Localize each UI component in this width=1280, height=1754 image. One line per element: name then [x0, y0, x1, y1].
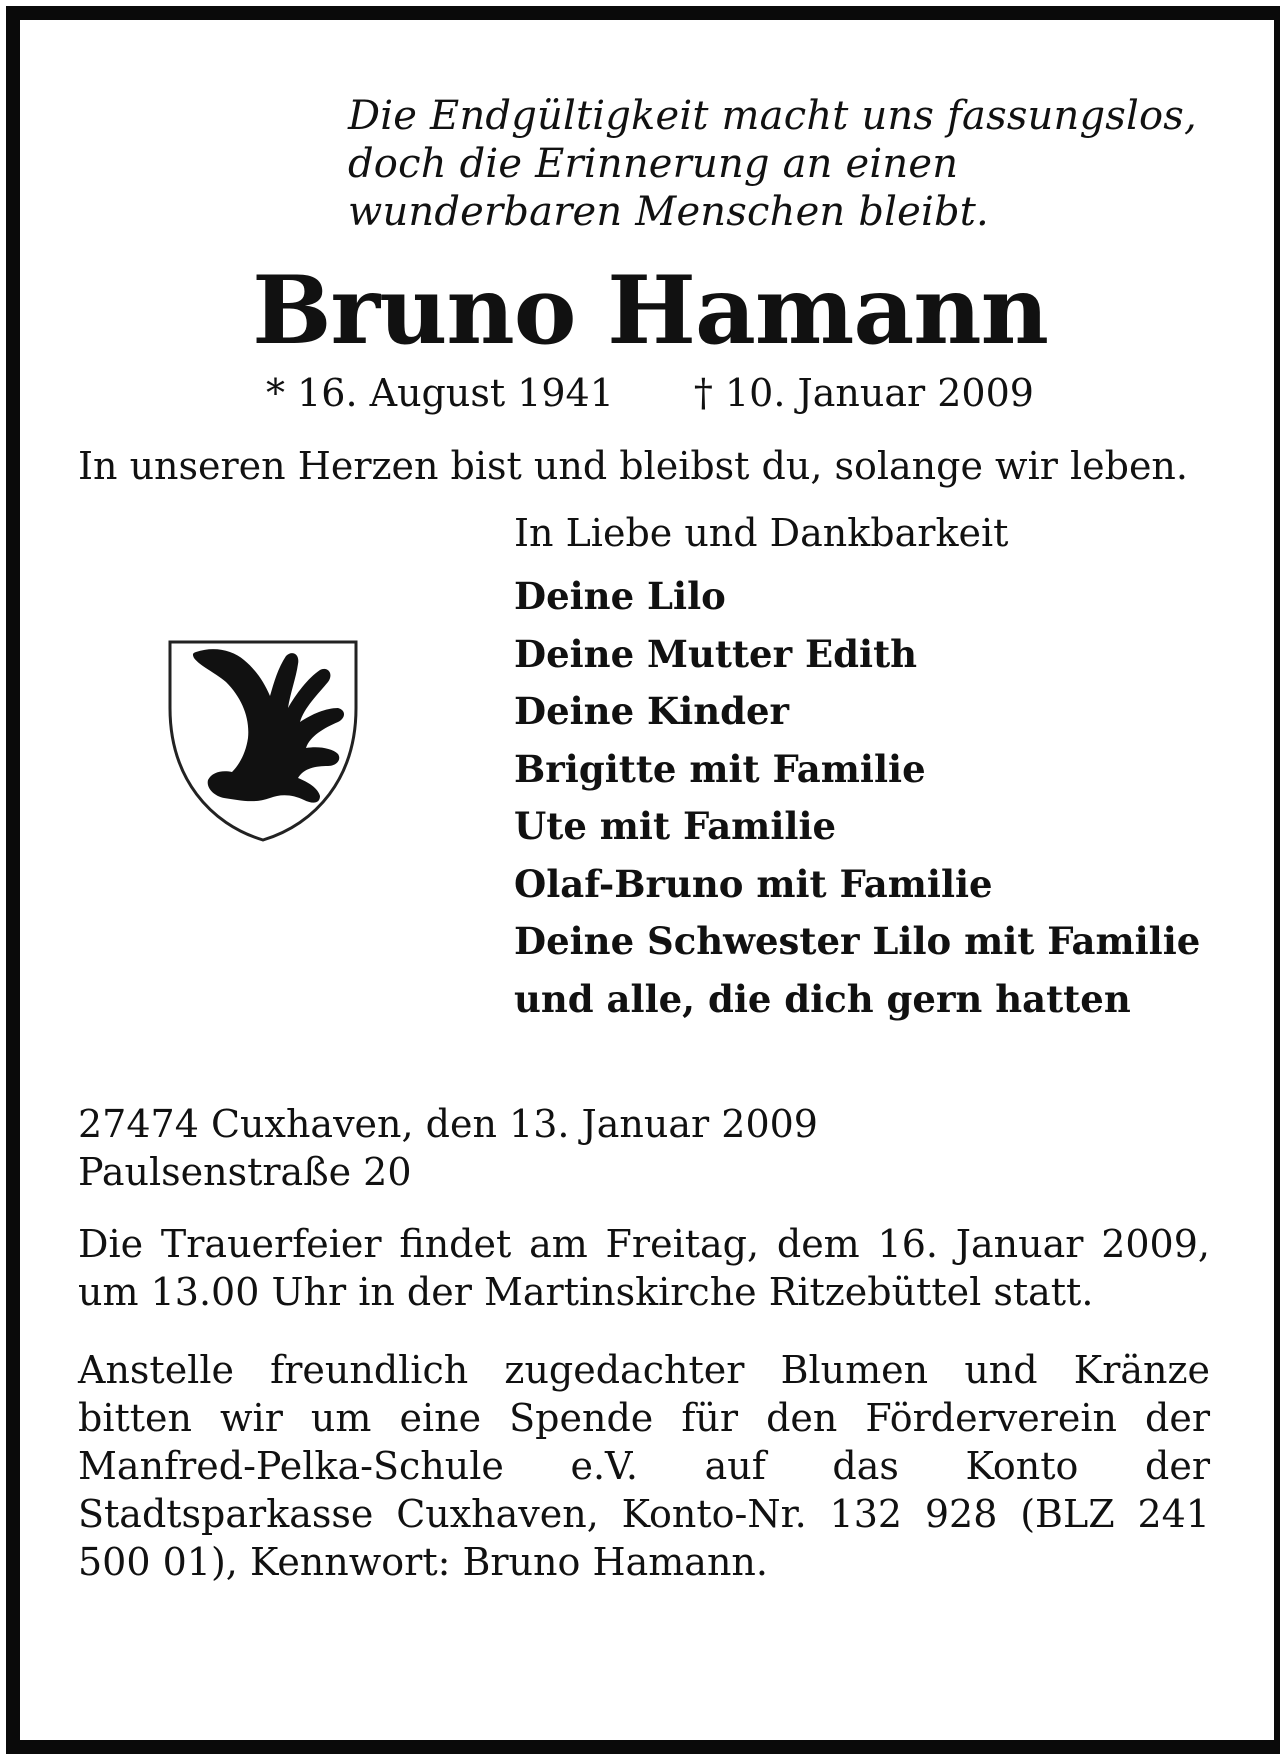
signature-name: Deine Kinder [514, 689, 790, 733]
signature-intro: In Liebe und Dankbarkeit [514, 511, 1009, 555]
birth-date: * 16. August 1941 [266, 371, 614, 415]
signature-name: und alle, die dich gern hatten [514, 976, 1131, 1021]
signature-name: Deine Schwester Lilo mit Familie [514, 919, 1201, 963]
signatures-section [78, 508, 1222, 1048]
place-date-line: 27474 Cuxhaven, den 13. Januar 2009 [78, 1102, 818, 1146]
donation-info: Anstelle freundlich zugedachter Blumen und Kränze bitten wir um eine Spende für den Förderverein der Manfred-Pelka-Schule e.V. auf das Konto der Stadtsparkasse Cuxhaven, Konto-Nr. 132 928 (BLZ 241 500 01), Kennwort: Bruno Hamann. [78, 1348, 1210, 1584]
signature-name: Deine Mutter Edith [514, 631, 918, 676]
signature-name: Brigitte mit Familie [514, 746, 926, 791]
motto-line: wunderbaren Menschen bleibt. [348, 189, 989, 235]
motto-quote [348, 92, 1222, 236]
place-and-date [78, 1100, 1222, 1196]
signature-name: Ute mit Familie [514, 804, 837, 848]
deceased-name: Bruno Hamann [252, 256, 1048, 366]
obituary-content [78, 92, 1222, 1586]
death-date: † 10. Januar 2009 [693, 371, 1034, 415]
motto-line: Die Endgültigkeit macht uns fassungslos, [348, 93, 1197, 139]
funeral-info: Die Trauerfeier findet am Freitag, dem 16. Januar 2009, um 13.00 Uhr in der Martinskirche Ritzebüttel statt. [78, 1222, 1210, 1314]
signature-name: Deine Lilo [514, 574, 726, 618]
signature-name: Olaf-Bruno mit Familie [514, 861, 993, 906]
address-line: Paulsenstraße 20 [78, 1150, 412, 1194]
coat-of-arms-icon [166, 638, 360, 844]
intro-text: In unseren Herzen bist und bleibst du, solange wir leben. [78, 444, 1188, 488]
motto-line: doch die Erinnerung an einen [348, 141, 959, 187]
obituary-frame [6, 6, 1280, 1754]
signature-block [514, 508, 1234, 1028]
life-dates [78, 370, 1222, 416]
